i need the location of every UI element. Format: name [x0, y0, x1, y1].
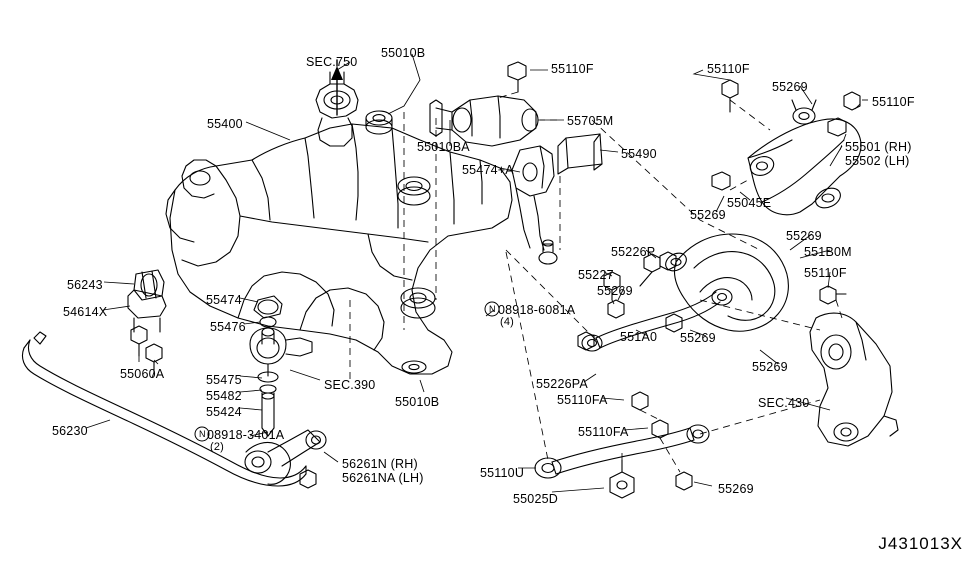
label-55474a: 55474+A — [462, 163, 514, 177]
label-55110U: 55110U — [480, 466, 525, 480]
label-55025D: 55025D — [513, 492, 558, 506]
label-56230: 56230 — [52, 424, 88, 438]
label-55110F: 55110F — [804, 266, 847, 280]
label-08918-6081A-qty: (4) — [500, 316, 515, 328]
label-55269: 55269 — [690, 208, 726, 222]
label-56261NA-lh: 56261NA (LH) — [342, 471, 424, 485]
label-55475: 55475 — [206, 373, 242, 387]
label-55424: 55424 — [206, 405, 242, 419]
label-55490: 55490 — [621, 147, 657, 161]
label-55482: 55482 — [206, 389, 242, 403]
label-55226P: 55226P — [611, 245, 656, 259]
label-55110F: 55110F — [872, 95, 915, 109]
label-55110FA: 55110FA — [578, 425, 629, 439]
label-55269: 55269 — [752, 360, 788, 374]
label-55045E: 55045E — [727, 196, 772, 210]
svg-text:N: N — [199, 429, 206, 439]
label-55705M: 55705M — [567, 114, 614, 128]
label-55010BA: 55010BA — [417, 140, 470, 154]
label-55269: 55269 — [786, 229, 822, 243]
label-55269: 55269 — [597, 284, 633, 298]
label-sec390: SEC.390 — [324, 378, 376, 392]
label-551B0M: 551B0M — [804, 245, 852, 259]
label-55400: 55400 — [207, 117, 243, 131]
label-55227: 55227 — [578, 268, 614, 282]
svg-text:N: N — [489, 304, 496, 314]
label-55010B: 55010B — [381, 46, 426, 60]
label-55474: 55474 — [206, 293, 242, 307]
label-08918-3401A: 08918-3401A — [207, 428, 285, 442]
label-55110F: 55110F — [707, 62, 750, 76]
label-55501-rh: 55501 (RH) — [845, 140, 912, 154]
label-55269: 55269 — [718, 482, 754, 496]
label-55060A: 55060A — [120, 367, 165, 381]
label-55269: 55269 — [680, 331, 716, 345]
diagram-code: J431013X — [878, 534, 963, 553]
label-54614X: 54614X — [63, 305, 108, 319]
label-55010B: 55010B — [395, 395, 440, 409]
label-55476: 55476 — [210, 320, 246, 334]
label-56261N-rh: 56261N (RH) — [342, 457, 418, 471]
label-08918-6081A: 08918-6081A — [498, 303, 576, 317]
label-55110FA: 55110FA — [557, 393, 608, 407]
label-56243: 56243 — [67, 278, 103, 292]
label-08918-3401A-qty: (2) — [210, 441, 225, 453]
label-55502-lh: 55502 (LH) — [845, 154, 910, 168]
label-55110F: 55110F — [551, 62, 594, 76]
label-551A0: 551A0 — [620, 330, 658, 344]
label-55226PA: 55226PA — [536, 377, 588, 391]
label-sec430: SEC.430 — [758, 396, 810, 410]
label-55269: 55269 — [772, 80, 808, 94]
label-sec750: SEC.750 — [306, 55, 358, 69]
